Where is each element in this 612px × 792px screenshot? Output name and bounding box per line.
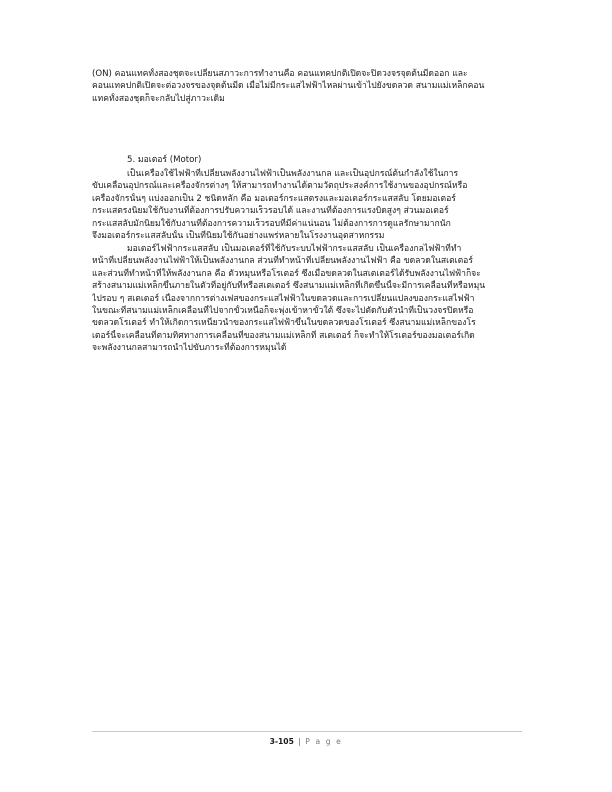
text-line: จึงมอเตอร์กระแสสลับนั้น เป็นที่นิยมใช้กันอย่างแพร่หลายในโรงงานอุตสาหกรรม [92,230,385,241]
page-number: 3-105 [269,737,294,746]
footer-divider [92,731,522,732]
text-line: มอเตอร์ไฟฟ้ากระแสสลับ เป็นมอเตอร์ที่ใช้กับระบบไฟฟ้ากระแสสลับ เป็นเครื่องกลไฟฟ้าที่ทำ [127,244,462,254]
text-line: กระแสสลับมักนิยมใช้กับงานที่ต้องการความเร็วรอบที่มีค่าแน่นอน ไม่ต้องการการดูแลรักษามากนัก [92,218,451,229]
text-line: ในขณะที่สนามแม่เหล็กเคลื่อนที่ไปจากขั้วเหนือก็จะพุ่งเข้าหาขั้วใต้ ซึ่งจะไปตัดกับตัวนำที่เป็นวงจรปิดหรือ [92,305,474,316]
text-line: จะพลังงานกลสามารถนำไปขับภาระที่ต้องการหมุนได้ [92,343,287,354]
paragraph-ac-motor [92,243,522,355]
paragraph-motor-intro [92,168,522,242]
text-line: เป็นเครื่องใช้ไฟฟ้าที่เปลี่ยนพลังงานไฟฟ้าเป็นพลังงานกล และเป็นอุปกรณ์ต้นกำลังใช้ในการ [127,169,459,179]
text-line: แทคทั้งสองชุดก็จะกลับไปสู่ภาวะเดิม [92,93,225,104]
text-line: ไปรอบ ๆ สเตเตอร์ เนื่องจากการต่างเฟสของกระแสไฟฟ้าในขดลวดและการเปลี่ยนแปลงของกระแสไฟฟ้า [92,293,475,304]
text-line: และส่วนที่ทำหน้าที่ให้พลังงานกล คือ ตัวหมุนหรือโรเตอร์ ซึ่งเมื่อขดลวดในสเตเตอร์ได้รับพลังงานไฟฟ้าก็จะ [92,268,481,279]
page-label: P a g e [305,737,343,746]
footer-separator: | [298,737,301,746]
text-line: เครื่องจักรนั้นๆ แบ่งออกเป็น 2 ชนิดหลัก คือ มอเตอร์กระแสตรงและมอเตอร์กระแสสลับ โดยมอเตอร์ [92,193,456,204]
text-line: กระแสตรงนิยมใช้กับงานที่ต้องการปรับความเร็วรอบได้ และงานที่ต้องการแรงบิดสูงๆ ส่วนมอเตอร์ [92,206,449,217]
text-line: ขดลวดโรเตอร์ ทำให้เกิดการเหนี่ยวนำของกระแสไฟฟ้าขึ้นในขดลวดของโรเตอร์ ซึ่งสนามแม่เหล็กของโร [92,318,476,329]
text-line: (ON) คอนแทคทั้งสองชุดจะเปลี่ยนสภาวะการทำงานคือ คอนแทคปกติเปิดจะปิดวงจรจุดต้นมีดออก และ [92,69,468,79]
text-line: สร้างสนามแม่เหล็กขึ้นภายในตัวที่อยู่กับที่หรือสเตเตอร์ ซึ่งสนามแม่เหล็กที่เกิดขึ้นนี้จะมีการเคลื่อนที่หรือหมุน [92,281,486,292]
text-line: หน้าที่เปลี่ยนพลังงานไฟฟ้าให้เป็นพลังงานกล ส่วนที่ทำหน้าที่เปลี่ยนพลังงานไฟฟ้า คือ ขดลวดในสเตเตอร์ [92,256,473,267]
page-footer [0,737,612,747]
text-line: เตอร์นี้จะเคลื่อนที่ตามทิศทางการเคลื่อนที่ของสนามแม่เหล็กที่ สเตเตอร์ ก็จะทำให้โรเตอร์ของมอเตอร์เกิด [92,330,475,341]
text-line: คอนแทคปกติเปิดจะต่อวงจรของจุดต้นมีด เมื่อไม่มีกระแสไฟฟ้าไหลผ่านเข้าไปยังขดลวด สนามแม่เหล็กคอน [92,81,485,92]
text-line: ขับเคลื่อนอุปกรณ์และเครื่องจักรต่างๆ ให้สามารถทำงานได้ตามวัตถุประสงค์การใช้งานของอุปกรณ์หรือ [92,181,468,192]
paragraph-contact-on [92,68,522,105]
section-heading: 5. มอเตอร์ (Motor) [127,155,202,165]
